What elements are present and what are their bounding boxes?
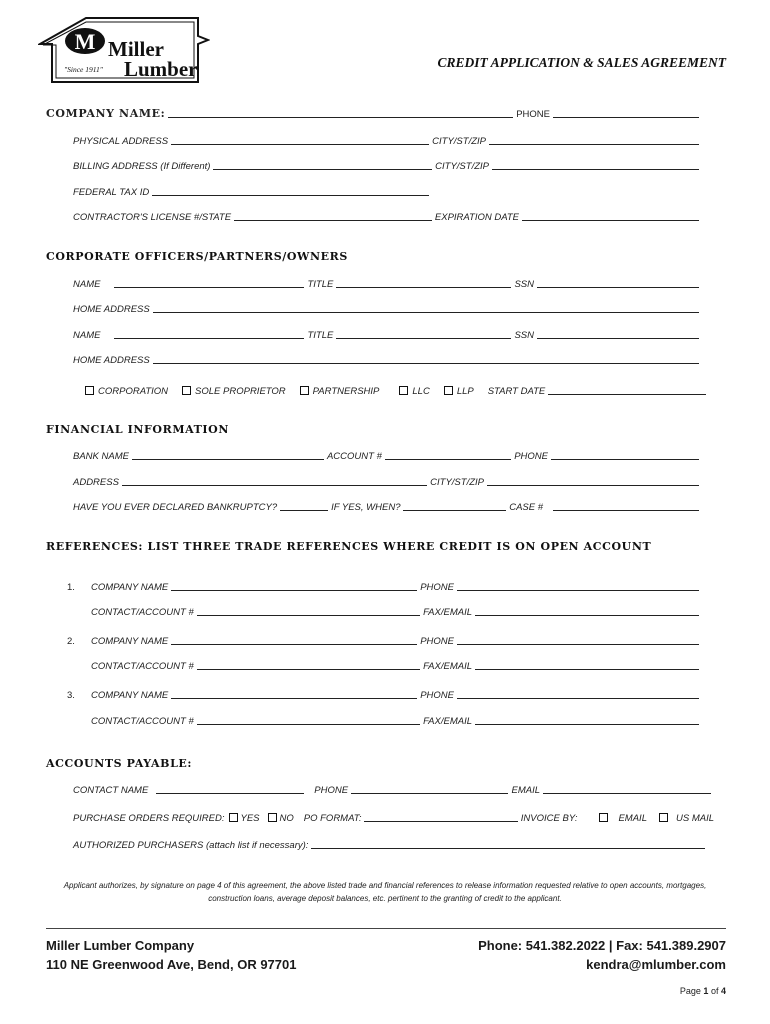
authorized-purchasers-label: AUTHORIZED PURCHASERS (attach list if necessary): (73, 840, 309, 851)
ap-email-field[interactable] (543, 784, 711, 794)
company-name-row (46, 106, 702, 120)
ap-contact-name-label: CONTACT NAME (73, 785, 149, 796)
reference-3-company-row (67, 687, 702, 701)
bank-city-label: CITY/ST/ZIP (430, 477, 484, 488)
reference-contact-label: CONTACT/ACCOUNT # (91, 716, 194, 727)
option-llp[interactable]: LLP (444, 386, 474, 397)
account-field[interactable] (385, 450, 511, 460)
account-label: ACCOUNT # (326, 451, 382, 462)
reference-1-company-row (67, 579, 702, 593)
reference-phone-label: PHONE (420, 690, 454, 701)
checkbox-icon[interactable] (300, 386, 309, 395)
case-label: CASE # (509, 502, 543, 513)
logo-brand-miller: Miller (108, 37, 164, 61)
officer-home-row-2 (73, 352, 702, 366)
billing-city-field[interactable] (492, 160, 699, 170)
footer-phone-fax: Phone: 541.382.2022 | Fax: 541.389.2907 (478, 938, 726, 953)
start-date-label: START DATE (487, 386, 546, 397)
company-name-field[interactable] (168, 108, 513, 118)
officer-title-field[interactable] (336, 329, 511, 339)
reference-fax-field[interactable] (475, 606, 699, 616)
checkbox-icon[interactable] (399, 386, 408, 395)
expiration-date-field[interactable] (522, 211, 699, 221)
officers-heading: CORPORATE OFFICERS/PARTNERS/OWNERS (46, 250, 348, 263)
federal-tax-id-label: FEDERAL TAX ID (73, 187, 150, 198)
officer-row-1 (73, 276, 702, 290)
officer-ssn-field[interactable] (537, 278, 699, 288)
billing-address-row (73, 158, 702, 172)
reference-2-company-row (67, 633, 702, 647)
contractor-license-field[interactable] (234, 211, 432, 221)
bank-name-field[interactable] (132, 450, 324, 460)
reference-fax-label: FAX/EMAIL (423, 607, 472, 618)
city-st-zip-label: CITY/ST/ZIP (432, 136, 486, 147)
officer-title-label: TITLE (307, 330, 334, 341)
bankruptcy-row (73, 499, 702, 513)
officer-row-2 (73, 327, 702, 341)
checkbox-icon[interactable] (268, 813, 277, 822)
reference-company-label: COMPANY NAME (91, 690, 169, 701)
physical-city-field[interactable] (489, 135, 699, 145)
officer-ssn-field[interactable] (537, 329, 699, 339)
officer-ssn-label: SSN (514, 279, 534, 290)
reference-contact-label: CONTACT/ACCOUNT # (91, 607, 194, 618)
reference-number: 2. (67, 636, 75, 647)
logo-brand-lumber: Lumber (124, 57, 198, 81)
logo-since: "Since 1911" (64, 65, 103, 74)
ap-contact-row (73, 782, 714, 796)
po-required-label: PURCHASE ORDERS REQUIRED: (73, 813, 225, 824)
option-corporation[interactable]: CORPORATION (85, 386, 168, 397)
reference-phone-field[interactable] (457, 689, 699, 699)
option-sole-proprietor[interactable]: SOLE PROPRIETOR (182, 386, 286, 397)
reference-phone-field[interactable] (457, 635, 699, 645)
reference-fax-label: FAX/EMAIL (423, 661, 472, 672)
officer-title-field[interactable] (336, 278, 511, 288)
accounts-payable-heading: ACCOUNTS PAYABLE: (46, 757, 193, 770)
references-heading: REFERENCES: LIST THREE TRADE REFERENCES WHERE CREDIT IS ON OPEN ACCOUNT (46, 540, 652, 553)
bank-address-label: ADDRESS (73, 477, 119, 488)
invoice-email-option[interactable]: EMAIL (599, 813, 647, 824)
ap-phone-label: PHONE (314, 785, 349, 796)
document-title: CREDIT APPLICATION & SALES AGREEMENT (437, 55, 726, 70)
ap-contact-name-field[interactable] (156, 784, 304, 794)
bank-phone-label: PHONE (514, 451, 548, 462)
company-name-label: COMPANY NAME: (46, 107, 166, 120)
reference-company-field[interactable] (171, 581, 417, 591)
reference-fax-label: FAX/EMAIL (423, 716, 472, 727)
checkbox-icon[interactable] (444, 386, 453, 395)
reference-fax-field[interactable] (475, 660, 699, 670)
checkbox-icon[interactable] (659, 813, 668, 822)
po-format-field[interactable] (364, 812, 517, 822)
phone-label: PHONE (516, 109, 550, 120)
bank-name-label: BANK NAME (73, 451, 129, 462)
reference-contact-field[interactable] (197, 715, 420, 725)
home-address-label: HOME ADDRESS (73, 304, 150, 315)
contractor-license-label: CONTRACTOR'S LICENSE #/STATE (73, 212, 232, 223)
reference-contact-field[interactable] (197, 660, 420, 670)
reference-1-contact-row (91, 604, 702, 618)
logo-monogram: M (74, 29, 96, 54)
reference-number: 1. (67, 582, 75, 593)
bankruptcy-field[interactable] (280, 501, 328, 511)
po-yes-option[interactable]: YES (229, 813, 260, 824)
checkbox-icon[interactable] (85, 386, 94, 395)
authorized-purchasers-row (73, 837, 708, 851)
checkbox-icon[interactable] (182, 386, 191, 395)
reference-number: 3. (67, 690, 75, 701)
officer-name-label: NAME (73, 279, 101, 290)
case-field[interactable] (553, 501, 699, 511)
home-address-label: HOME ADDRESS (73, 355, 150, 366)
federal-tax-row (73, 184, 432, 198)
authorization-disclaimer: Applicant authorizes, by signature on page 4 of this agreement, the above listed trade and financial references to release information requested relative to open accounts, mortgages, construction loans, average deposit balances, etc. pertinent to the granting of credit to the applicant. (63, 881, 707, 903)
reference-phone-label: PHONE (420, 582, 454, 593)
contractor-license-row (73, 209, 702, 223)
reference-company-field[interactable] (171, 689, 417, 699)
option-llc[interactable]: LLC (399, 386, 429, 397)
officer-title-label: TITLE (307, 279, 334, 290)
physical-address-field[interactable] (171, 135, 429, 145)
reference-company-field[interactable] (171, 635, 417, 645)
page-number: Page 1 of 4 (679, 986, 726, 996)
footer-email: kendra@mlumber.com (586, 957, 726, 972)
footer-contact-block (478, 936, 726, 974)
officer-ssn-label: SSN (514, 330, 534, 341)
reference-company-label: COMPANY NAME (91, 582, 169, 593)
billing-address-label: BILLING ADDRESS (If Different) (73, 161, 211, 172)
city-st-zip-label: CITY/ST/ZIP (435, 161, 489, 172)
officer-name-field[interactable] (114, 278, 304, 288)
authorized-purchasers-field[interactable] (311, 839, 705, 849)
ap-phone-field[interactable] (351, 784, 508, 794)
reference-phone-field[interactable] (457, 581, 699, 591)
bankruptcy-when-field[interactable] (403, 501, 506, 511)
expiration-date-label: EXPIRATION DATE (434, 212, 519, 223)
officer-home-address-field[interactable] (153, 354, 699, 364)
bankruptcy-label: HAVE YOU EVER DECLARED BANKRUPTCY? (73, 502, 278, 513)
invoice-usmail-option[interactable]: US MAIL (659, 813, 714, 824)
entity-type-row (85, 381, 706, 397)
invoice-by-label: INVOICE BY: (520, 813, 578, 824)
footer-company-name: Miller Lumber Company (46, 938, 195, 953)
reference-company-label: COMPANY NAME (91, 636, 169, 647)
miller-lumber-logo (38, 14, 210, 86)
reference-fax-field[interactable] (475, 715, 699, 725)
physical-address-label: PHYSICAL ADDRESS (73, 136, 169, 147)
reference-contact-field[interactable] (197, 606, 420, 616)
checkbox-icon[interactable] (599, 813, 608, 822)
billing-address-field[interactable] (213, 160, 432, 170)
reference-2-contact-row (91, 658, 702, 672)
bank-phone-field[interactable] (551, 450, 699, 460)
footer-divider (46, 928, 726, 929)
reference-phone-label: PHONE (420, 636, 454, 647)
reference-3-contact-row (91, 713, 702, 727)
option-partnership[interactable]: PARTNERSHIP (300, 386, 380, 397)
officer-name-field[interactable] (114, 329, 304, 339)
po-format-label: PO FORMAT: (303, 813, 362, 824)
if-yes-when-label: IF YES, WHEN? (331, 502, 401, 513)
footer-address: 110 NE Greenwood Ave, Bend, OR 97701 (46, 957, 297, 972)
company-phone-field[interactable] (553, 108, 699, 118)
reference-contact-label: CONTACT/ACCOUNT # (91, 661, 194, 672)
start-date-field[interactable] (548, 385, 706, 395)
bank-address-row (73, 474, 702, 488)
financial-heading: FINANCIAL INFORMATION (46, 423, 230, 436)
bank-city-field[interactable] (487, 476, 699, 486)
footer-company-block (46, 936, 296, 974)
bank-address-field[interactable] (122, 476, 427, 486)
ap-email-label: EMAIL (511, 785, 540, 796)
ap-po-row (73, 810, 714, 824)
federal-tax-id-field[interactable] (152, 186, 429, 196)
checkbox-icon[interactable] (229, 813, 238, 822)
officer-name-label: NAME (73, 330, 101, 341)
po-no-option[interactable]: NO (268, 813, 294, 824)
physical-address-row (73, 133, 702, 147)
officer-home-row-1 (73, 301, 702, 315)
bank-row (73, 448, 702, 462)
officer-home-address-field[interactable] (153, 303, 699, 313)
